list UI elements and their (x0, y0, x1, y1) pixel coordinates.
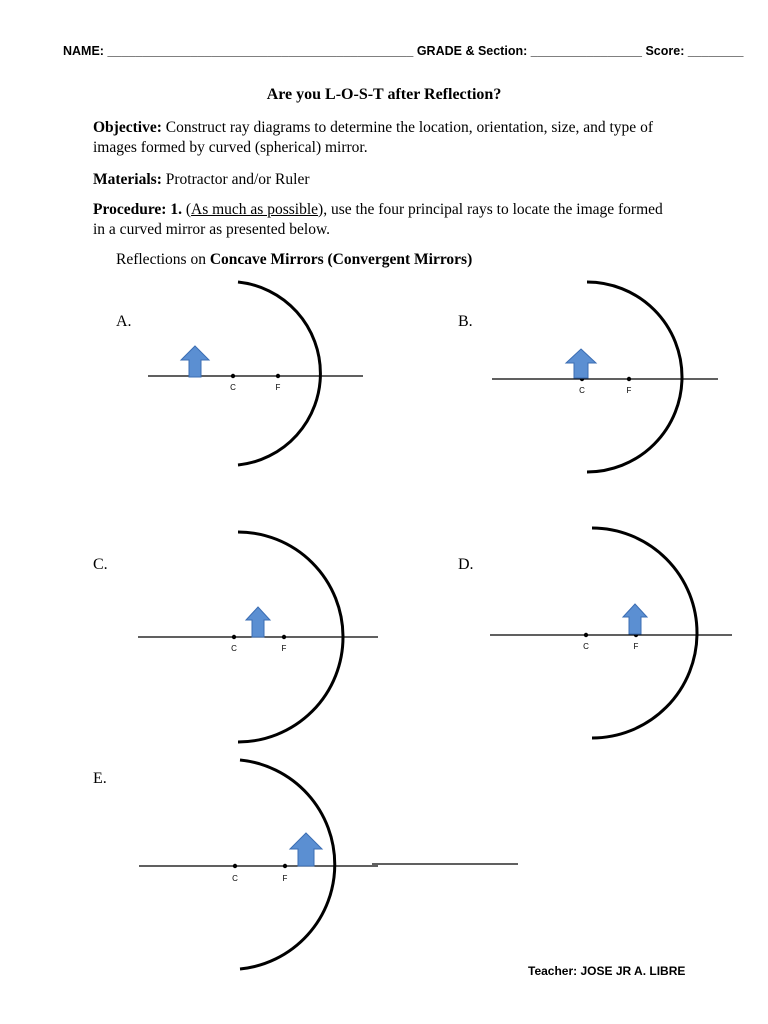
name-blank: ____________________________________________ (107, 44, 414, 58)
diagram-e (139, 760, 518, 969)
subheading-bold: Concave Mirrors (Convergent Mirrors) (209, 251, 473, 268)
object-arrow (246, 607, 270, 637)
center-point (231, 374, 235, 378)
focus-label: F (275, 383, 281, 392)
focus-label: F (626, 386, 632, 395)
procedure-open-paren: ( (185, 201, 192, 218)
subheading-prefix: Reflections on (116, 251, 206, 268)
focus-label: F (282, 874, 288, 883)
concave-mirror (238, 282, 320, 465)
diagram-b (492, 282, 718, 472)
diagram-label-b: B. (458, 313, 473, 330)
center-label: C (583, 642, 589, 651)
diagram-d (490, 528, 732, 738)
focus-point (282, 635, 286, 639)
focus-point (627, 377, 631, 381)
worksheet-title: Are you L-O-S-T after Reflection? (266, 86, 502, 103)
teacher-credit: Teacher: JOSE JR A. LIBRE (528, 964, 686, 978)
diagram-label-e: E. (93, 770, 107, 787)
center-point (584, 633, 588, 637)
procedure-text: ), use the four principal rays to locate the image formed in a curved mirror as presented below. (93, 201, 663, 238)
name-label: NAME: (63, 44, 104, 58)
objective-text: Construct ray diagrams to determine the location, orientation, size, and type of images formed by curved (spherical) mirror. (93, 119, 653, 156)
diagram-label-d: D. (458, 556, 474, 573)
object-arrow (566, 349, 596, 378)
diagram-label-c: C. (93, 556, 108, 573)
concave-mirror (240, 760, 335, 969)
focus-label: F (281, 644, 287, 653)
procedure-underlined: As much as possible (191, 201, 319, 218)
object-arrow (290, 833, 322, 866)
center-point (232, 635, 236, 639)
diagram-c (138, 532, 378, 742)
score-label: Score: (645, 44, 685, 58)
object-arrow (623, 604, 647, 634)
grade-blank: ________________ (530, 44, 642, 58)
grade-label: GRADE & Section: (416, 44, 528, 58)
concave-mirror (592, 528, 697, 738)
diagram-label-a: A. (116, 313, 132, 330)
object-arrow (181, 346, 209, 377)
focus-label: F (633, 642, 639, 651)
diagram-a (148, 282, 363, 465)
focus-point (276, 374, 280, 378)
center-label: C (231, 644, 237, 653)
center-label: C (230, 383, 236, 392)
focus-point (283, 864, 287, 868)
objective-label: Objective: (93, 119, 162, 136)
score-blank: ________ (687, 44, 744, 58)
procedure-label: Procedure: 1. (93, 201, 182, 218)
concave-mirror (587, 282, 682, 472)
center-label: C (232, 874, 238, 883)
center-label: C (579, 386, 585, 395)
center-point (233, 864, 237, 868)
materials-label: Materials: (93, 171, 162, 188)
materials-text: Protractor and/or Ruler (165, 171, 310, 188)
